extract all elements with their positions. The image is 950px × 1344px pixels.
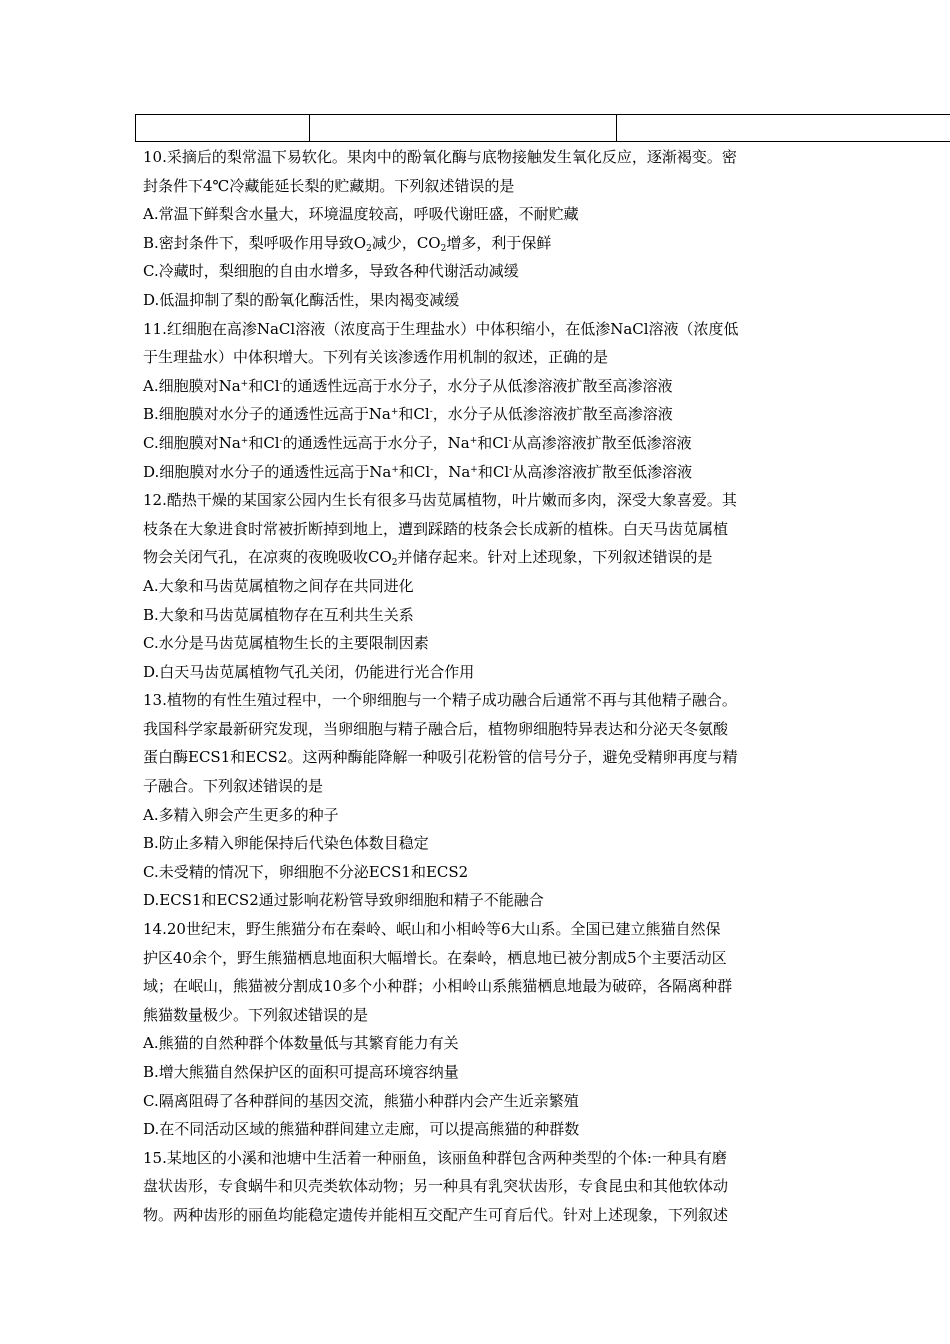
- question-stem-line: 物会关闭气孔，在凉爽的夜晚吸收$CO_2$并储存起来。针对上述现象，下列叙述错误的是: [143, 548, 713, 569]
- question-stem-line: 于生理盐水）中体积增大。下列有关该渗透作用机制的叙述，正确的是: [143, 348, 609, 367]
- question-15: [143, 1144, 823, 1230]
- option-d: D.ECS1和ECS2通过影响花粉管导致卵细胞和精子不能融合: [143, 891, 544, 910]
- option-a: A.常温下鲜梨含水量大，环境温度较高，呼吸代谢旺盛，不耐贮藏: [143, 205, 579, 224]
- question-list: [143, 143, 823, 1230]
- question-stem-line: 我国科学家最新研究发现，当卵细胞与精子融合后，植物卵细胞特异表达和分泌天冬氨酸: [143, 719, 729, 738]
- question-stem-line: 10.采摘后的梨常温下易软化。果肉中的酚氧化酶与底物接触发生氧化反应，逐渐褐变。密: [143, 148, 737, 166]
- option-b: B.大象和马齿苋属植物存在互利共生关系: [143, 605, 414, 624]
- question-14: [143, 915, 823, 1144]
- question-10: [143, 143, 823, 315]
- option-b: B.密封条件下，梨呼吸作用导致$O_2$减少，$CO_2$增多，利于保鲜: [143, 233, 552, 254]
- question-stem-line: 12.酷热干燥的某国家公园内生长有很多马齿苋属植物，叶片嫩而多肉，深受大象喜爱。其: [143, 491, 737, 510]
- question-stem-line: 15.某地区的小溪和池塘中生活着一种丽鱼，该丽鱼种群包含两种类型的个体:一种具有磨: [143, 1148, 727, 1167]
- option-a: A.大象和马齿苋属植物之间存在共同进化: [143, 576, 414, 595]
- option-c: C.水分是马齿苋属植物生长的主要限制因素: [143, 634, 429, 653]
- table-cell: [136, 115, 310, 142]
- question-11: [143, 315, 823, 487]
- question-stem-line: 14.20世纪末，野生熊猫分布在秦岭、岷山和小相岭等6大山系。全国已建立熊猫自然保: [143, 920, 721, 939]
- question-stem-line: 13.植物的有性生殖过程中，一个卵细胞与一个精子成功融合后通常不再与其他精子融合。: [143, 691, 737, 710]
- table-cell: [310, 115, 617, 142]
- table-row: [136, 115, 950, 142]
- option-d: D.低温抑制了梨的酚氧化酶活性，果肉褐变减缓: [143, 290, 460, 309]
- question-stem-line: 子融合。下列叙述错误的是: [143, 777, 324, 796]
- option-c: C.未受精的情况下，卵细胞不分泌ECS1和ECS2: [143, 862, 469, 881]
- header-table: [135, 114, 950, 142]
- question-stem-line: 护区40余个，野生熊猫栖息地面积大幅增长。在秦岭，栖息地已被分割成5个主要活动区: [143, 948, 727, 967]
- option-d: D.在不同活动区域的熊猫种群间建立走廊，可以提高熊猫的种群数: [143, 1120, 580, 1139]
- option-b: B.细胞膜对水分子的通透性远高于Na+和Cl-，水分子从低渗溶液扩散至高渗溶液: [143, 405, 673, 424]
- option-a: A.熊猫的自然种群个体数量低与其繁育能力有关: [143, 1034, 459, 1053]
- table-cell: [617, 115, 950, 142]
- question-stem-line: 封条件下4℃冷藏能延长梨的贮藏期。下列叙述错误的是: [143, 176, 515, 195]
- question-13: [143, 686, 823, 915]
- option-d: D.细胞膜对水分子的通透性远高于Na+和Cl-，Na+和Cl-从高渗溶液扩散至低渗溶液: [143, 462, 693, 481]
- option-b: B.防止多精入卵能保持后代染色体数目稳定: [143, 834, 429, 853]
- question-stem-line: 域；在岷山，熊猫被分割成10多个小种群；小相岭山系熊猫栖息地最为破碎，各隔离种群: [143, 977, 733, 996]
- option-c: C.隔离阻碍了各种群间的基因交流，熊猫小种群内会产生近亲繁殖: [143, 1091, 579, 1110]
- question-12: [143, 486, 823, 686]
- option-a: A.细胞膜对Na+和Cl-的通透性远高于水分子，水分子从低渗溶液扩散至高渗溶液: [143, 376, 673, 395]
- option-c: C.冷藏时，梨细胞的自由水增多，导致各种代谢活动减缓: [143, 262, 519, 281]
- question-stem-line: 11.红细胞在高渗NaCl溶液（浓度高于生理盐水）中体积缩小，在低渗NaCl溶液（浓度低: [143, 319, 739, 338]
- question-stem-line: 枝条在大象进食时常被折断掉到地上，遭到踩踏的枝条会长成新的植株。白天马齿苋属植: [143, 519, 729, 538]
- option-b: B.增大熊猫自然保护区的面积可提高环境容纳量: [143, 1063, 459, 1081]
- option-a: A.多精入卵会产生更多的种子: [143, 805, 339, 824]
- option-c: C.细胞膜对Na+和Cl-的通透性远高于水分子，Na+和Cl-从高渗溶液扩散至低渗溶液: [143, 433, 692, 452]
- option-d: D.白天马齿苋属植物气孔关闭，仍能进行光合作用: [143, 662, 475, 681]
- question-stem-line: 物。两种齿形的丽鱼均能稳定遗传并能相互交配产生可育后代。针对上述现象，下列叙述: [143, 1205, 729, 1224]
- question-stem-line: 蛋白酶ECS1和ECS2。这两种酶能降解一种吸引花粉管的信号分子，避免受精卵再度与精: [143, 748, 738, 767]
- question-stem-line: 熊猫数量极少。下列叙述错误的是: [143, 1005, 369, 1024]
- question-stem-line: 盘状齿形，专食蜗牛和贝壳类软体动物；另一种具有乳突状齿形，专食昆虫和其他软体动: [143, 1177, 729, 1196]
